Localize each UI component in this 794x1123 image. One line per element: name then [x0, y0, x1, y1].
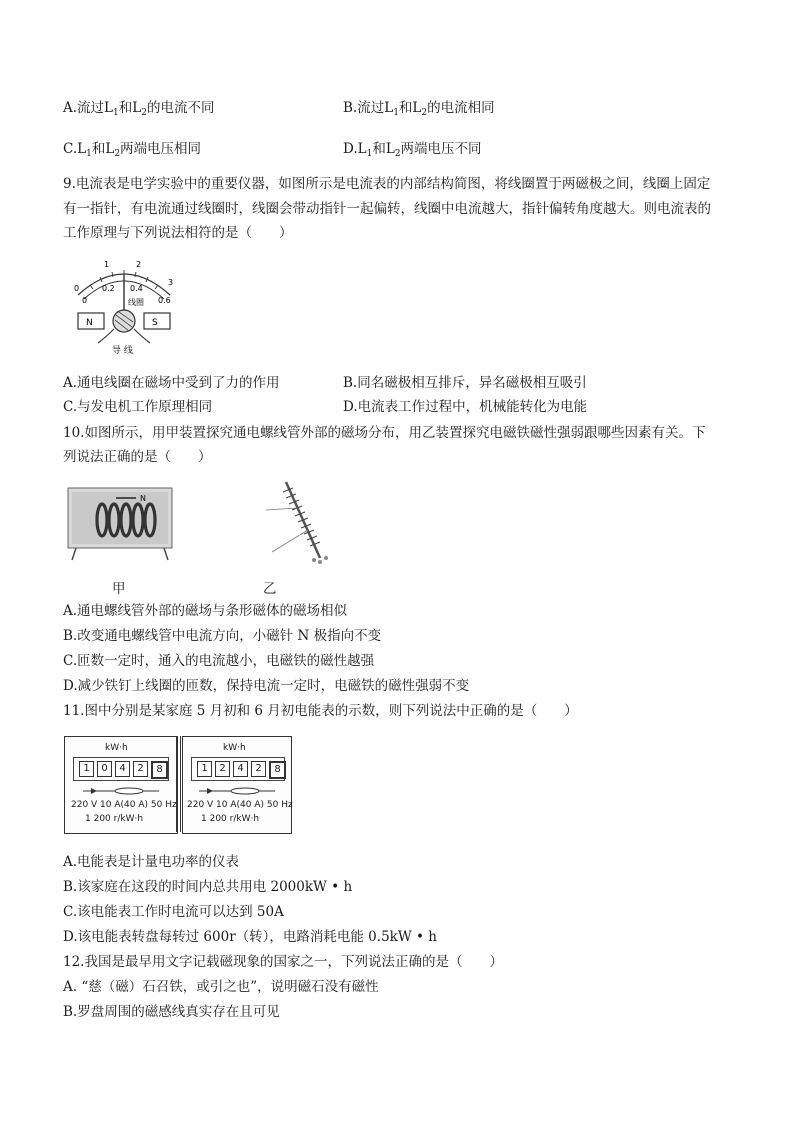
- q11-option-a: A.电能表是计量电功率的仪表: [63, 854, 240, 870]
- meter1-rev: 1 200 r/kW·h: [85, 814, 144, 824]
- q8-option-d: $D.L_1$和$L_2$两端电压不同: [343, 141, 482, 159]
- svg-text:S: S: [152, 318, 158, 328]
- svg-text:N: N: [140, 494, 146, 503]
- scale-bottom-0: 0: [82, 296, 88, 305]
- wire-label: 导 线: [112, 346, 133, 356]
- meter1-disc-icon: [81, 785, 161, 797]
- q11-option-b: B.该家庭在这段的时间内总共用电 2000kW • h: [63, 879, 353, 895]
- energy-meter-june: [182, 736, 292, 834]
- q8-option-a: A.流过$L_1$和$L_2$的电流不同: [63, 100, 215, 118]
- q9-stem-line2: 有一指针，有电流通过线圈时，线圈会带动指针一起偏转，线圈中电流越大，指针偏转角度越大。则电流表的: [63, 201, 711, 217]
- q9-option-c: C.与发电机工作原理相同: [63, 399, 213, 415]
- meter2-digit: 4: [233, 761, 248, 777]
- q9-option-a: A.通电线圈在磁场中受到了力的作用: [63, 375, 280, 391]
- meter2-digit: 2: [251, 761, 266, 777]
- meter1-unit: kW·h: [105, 743, 128, 753]
- solenoid-figure-a: [64, 484, 176, 564]
- svg-text:N: N: [86, 318, 93, 328]
- ammeter-figure: [68, 255, 180, 358]
- q9-option-b: B.同名磁极相互排斥，异名磁极相互吸引: [343, 375, 587, 391]
- q10-option-c: C.匝数一定时，通入的电流越小，电磁铁的磁性越强: [63, 653, 375, 669]
- energy-meter-may: [64, 736, 178, 834]
- q11-option-c: C.该电能表工作时电流可以达到 50A: [63, 904, 284, 920]
- meter1-digit-decimal: 8: [151, 761, 168, 779]
- q8-option-c: $C.L_1$和$L_2$两端电压相同: [63, 141, 202, 159]
- meter2-unit: kW·h: [223, 743, 246, 753]
- q10-stem-line2: 列说法正确的是（ ）: [63, 449, 212, 465]
- meter-divider: [176, 736, 181, 832]
- figure-b-label: 乙: [263, 581, 277, 597]
- meter2-digit-decimal: 8: [269, 761, 286, 779]
- figure-a-label: 甲: [112, 581, 126, 597]
- electromagnet-figure-b: [236, 478, 336, 568]
- scale-top-zero: 0: [74, 284, 80, 293]
- meter1-digit: 0: [97, 761, 112, 777]
- q10-stem-line1: 10.如图所示，用甲装置探究通电螺线管外部的磁场分布，用乙装置探究电磁铁磁性强弱跟哪些因素有关。下: [63, 425, 706, 441]
- meter2-rev: 1 200 r/kW·h: [201, 814, 260, 824]
- q11-option-d: D.该电能表转盘每转过 600r（转），电路消耗电能 0.5kW • h: [63, 929, 437, 945]
- meter2-digit: 2: [215, 761, 230, 777]
- meter1-digit: 1: [79, 761, 94, 777]
- q12-option-b: B.罗盘周围的磁感线真实存在且可见: [63, 1004, 280, 1020]
- q10-option-a: A.通电螺线管外部的磁场与条形磁体的磁场相似: [63, 603, 348, 619]
- q12-option-a: A. “慈（磁）石召铁，或引之也”，说明磁石没有磁性: [63, 979, 379, 995]
- meter2-spec: 220 V 10 A(40 A) 50 Hz: [187, 800, 293, 810]
- meter1-digit: 2: [133, 761, 148, 777]
- meter2-digit: 1: [197, 761, 212, 777]
- meter2-disc-icon: [197, 785, 277, 797]
- meter1-digit: 4: [115, 761, 130, 777]
- q12-stem: 12.我国是最早用文字记载磁现象的国家之一，下列说法正确的是（ ）: [63, 954, 503, 970]
- scale-bottom-02: 0.2: [102, 284, 115, 293]
- q11-stem: 11.图中分别是某家庭 5 月初和 6 月初电能表的示数，则下列说法中正确的是（ ）: [63, 703, 578, 719]
- meter1-spec: 220 V 10 A(40 A) 50 Hz: [71, 800, 177, 810]
- scale-top-1: 1: [104, 260, 110, 269]
- scale-top-2: 2: [136, 260, 142, 269]
- q8-option-b: B.流过$L_1$和$L_2$的电流相同: [343, 100, 495, 118]
- scale-bottom-04: 0.4: [130, 284, 143, 293]
- q9-stem-line3: 工作原理与下列说法相符的是（ ）: [63, 225, 293, 241]
- q9-stem-line1: 9.电流表是电学实验中的重要仪器，如图所示是电流表的内部结构简图，将线圈置于两磁极之间，线圈上固定: [63, 176, 711, 192]
- coil-label: 线圈: [128, 298, 144, 307]
- scale-bottom-06: 0.6: [158, 296, 171, 305]
- q9-option-d: D.电流表工作过程中，机械能转化为电能: [343, 399, 588, 415]
- scale-top-3: 3: [168, 278, 174, 287]
- q10-option-b: B.改变通电螺线管中电流方向，小磁针 N 极指向不变: [63, 628, 382, 644]
- q10-option-d: D.减少铁钉上线圈的匝数，保持电流一定时，电磁铁的磁性强弱不变: [63, 678, 470, 694]
